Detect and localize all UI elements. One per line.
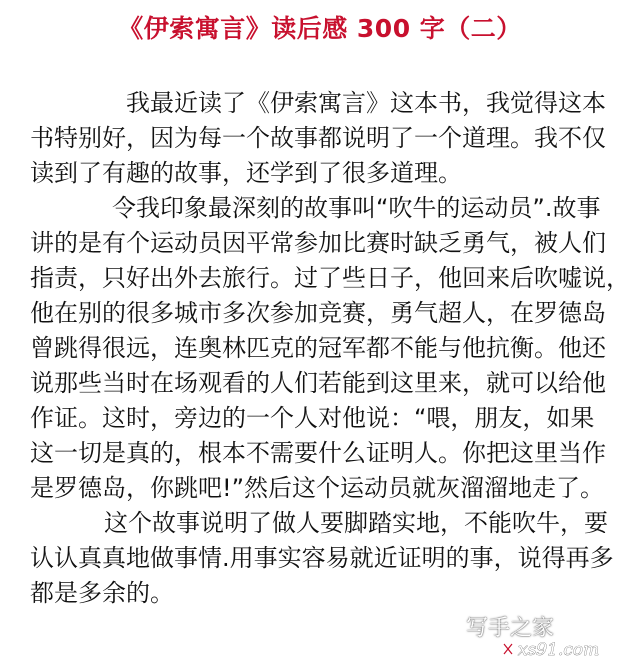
text-line: 指责，只好出外去旅行。过了些日子，他回来后吹嘘说，: [30, 264, 630, 292]
text-line: 这一切是真的，根本不需要什么证明人。你把这里当作: [30, 439, 606, 467]
xs-badge-icon: [504, 644, 512, 654]
text-line: 这个故事说明了做人要脚踏实地，不能吹牛，要: [104, 509, 608, 537]
watermark-text: 写手之家: [466, 616, 555, 641]
text-line: 讲的是有个运动员因平常参加比赛时缺乏勇气，被人们: [30, 229, 606, 257]
text-line: 书特别好，因为每一个故事都说明了一个道理。我不仅: [30, 124, 606, 152]
text-line: 我最近读了《伊索寓言》这本书，我觉得这本: [126, 89, 606, 117]
site-watermark: [466, 614, 634, 660]
text-line: 说那些当时在场观看的人们若能到这里来，就可以给他: [30, 369, 606, 397]
text-line: 他在别的很多城市多次参加竞赛，勇气超人，在罗德岛: [30, 299, 606, 327]
article-title: 《伊索寓言》读后感 300 字（二）: [118, 14, 522, 43]
text-line: 都是多余的。: [30, 579, 174, 607]
watermark-logo: [502, 638, 632, 660]
text-line: 令我印象最深刻的故事叫“吹牛的运动员”.故事: [112, 194, 601, 222]
watermark-logo-text: xs91.com: [518, 640, 600, 660]
text-line: 是罗德岛，你跳吧!”然后这个运动员就灰溜溜地走了。: [30, 474, 605, 502]
text-line: 曾跳得很远，连奥林匹克的冠军都不能与他抗衡。他还: [30, 334, 606, 362]
text-line: 读到了有趣的故事，还学到了很多道理。: [30, 159, 462, 187]
article-body: [30, 86, 630, 611]
text-line: 认认真真地做事情.用事实容易就近证明的事，说得再多: [30, 544, 614, 572]
text-line: 作证。这时，旁边的一个人对他说：“喂，朋友，如果: [30, 404, 595, 432]
